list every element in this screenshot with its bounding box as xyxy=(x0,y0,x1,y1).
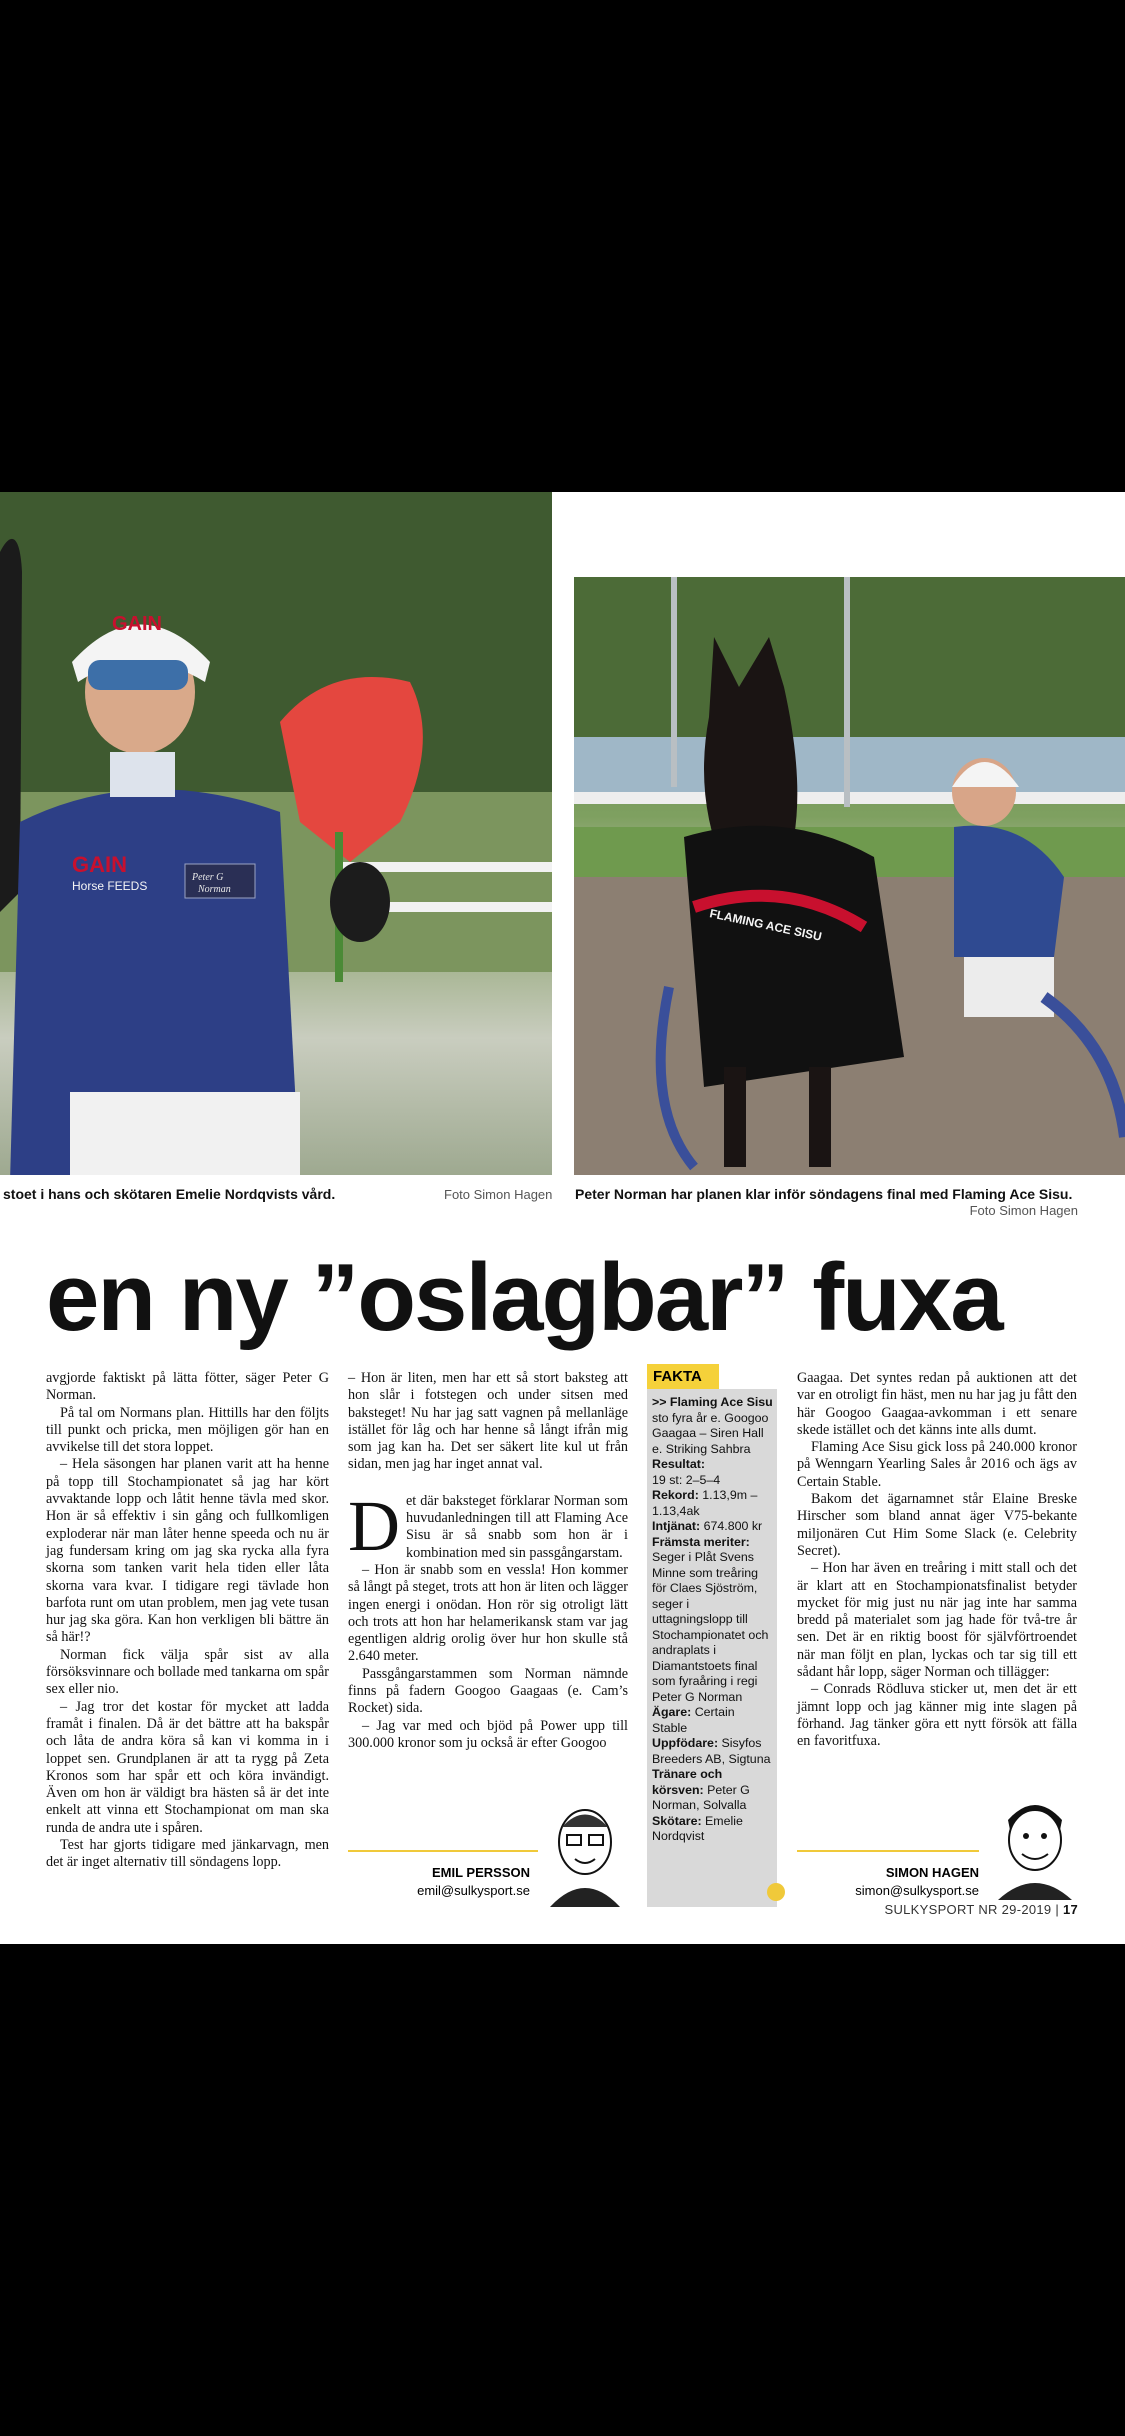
fakta-box xyxy=(647,1389,777,1907)
fakta-resultat: Resultat: 19 st: 2–5–4 xyxy=(652,1457,721,1487)
name-patch-text-2: Norman xyxy=(198,884,231,895)
caption-right: Peter Norman har planen klar inför söndagens final med Flaming Ace Sisu. xyxy=(575,1186,1073,1202)
decor-dot xyxy=(767,1883,785,1901)
drop-cap: D xyxy=(348,1485,400,1566)
paragraph: – Jag var med och bjöd på Power upp till 300.000 kronor som ju också är efter Googoo xyxy=(348,1717,628,1751)
fakta-rekord: Rekord: 1.13,9m – 1.13,4ak xyxy=(652,1488,758,1518)
photo-flaming-ace-sisu xyxy=(574,577,1125,1175)
fakta-skotare: Skötare: Emelie Nordqvist xyxy=(652,1813,743,1843)
paragraph: – Hela säsongen har planen varit att ha henne på topp till Stochampionatet så jag har kört avvaktande lopp och låtit henne tävla med skor. Hon är så effektiv i sin gång och fullkomligen exploderar när man låter henne speeda och nu är jag fundersam kring om jag ska rycka alla fyra skorna som tanken varit hela tiden eller låta skorna vara kvar. I tidigare regi tävlade hon barfota runt om utan problem, men jag vete tusan hur jag ska göra. Kan hon verkligen bli bättre än så här!? xyxy=(46,1456,329,1646)
paragraph: – Conrads Rödluva sticker ut, men det är ett jämnt lopp och jag känner mig inte slagen på förhand. Jag tänker göra ett nytt försök att fälla en favoritfuxa. xyxy=(797,1681,1077,1750)
photo-peter-norman-flowers xyxy=(0,492,552,1175)
paragraph: avgjorde faktiskt på lätta fötter, säger Peter G Norman. xyxy=(46,1370,329,1404)
fakta-label: FAKTA xyxy=(647,1364,719,1389)
paragraph: – Hon är liten, men har ett så stort baksteg att hon slår i fotstegen och under sitsen med baksteget! Nu har jag satt vagnen på mellanläge istället för låg och har henne så långt ifrån mig som jag kan ha. Det ser säkert lite kul ut från sidan, men jag har inget annat val. xyxy=(348,1370,628,1473)
fakta-tranare: Tränare och körsven: Peter G Norman, Solvalla xyxy=(652,1767,750,1812)
fakta-agare: Ägare: Certain Stable xyxy=(652,1705,735,1735)
portrait-sketch-right xyxy=(990,1790,1080,1900)
photo-illustration-left xyxy=(0,492,552,1175)
paragraph: På tal om Normans plan. Hittills har den följts till punkt och pricka, men möjligen gör han en avvikelse till det stora loppet. xyxy=(46,1404,329,1456)
blanket-text: FLAMING ACE SISU xyxy=(708,906,824,944)
jacket-logo-text: GAIN xyxy=(72,852,127,877)
photo-illustration-right xyxy=(574,577,1125,1175)
paragraph: Test har gjorts tidigare med jänkarvagn, men det är inget alternativ till söndagens lopp. xyxy=(46,1837,329,1871)
portrait-sketch-left xyxy=(540,1797,630,1907)
paragraph: – Hon är snabb som en vessla! Hon kommer så långt på steget, trots att hon är liten och lägger ingen energi i onödan. Hon rör sig otroligt lätt och trots att hon har helamerikansk stam var jag egentligen aldrig orolig över hur hon skulle stå 2.640 meter. xyxy=(348,1561,628,1665)
paragraph: Norman fick välja spår sist av alla försöksvinnare och bollade med tankarna om spår sex eller nio. xyxy=(46,1646,329,1698)
magazine-page xyxy=(0,492,1125,1944)
jacket-sub-text: Horse FEEDS xyxy=(72,879,148,893)
byline-rule-right xyxy=(797,1850,979,1852)
issue-text: SULKYSPORT NR 29-2019 | xyxy=(884,1902,1063,1917)
lead-paragraph xyxy=(348,1485,628,1566)
byline-name-left: EMIL PERSSON xyxy=(431,1865,530,1880)
paragraph: Bakom det ägarnamnet står Elaine Breske Hirscher som bland annat äger V75-bekante miljonären Cut Him Some Slack (e. Celebrity Secret). xyxy=(797,1491,1077,1559)
caption-left: stoet i hans och skötaren Emelie Nordqvists vård. xyxy=(3,1186,336,1202)
lead-text: et där baksteget förklarar Norman som huvudanledningen till att Flaming Ace Sisu är så snabb som hon är i kombination med sin passgångarstam. xyxy=(406,1492,628,1561)
byline-rule-left xyxy=(348,1850,538,1852)
fakta-intjanat: Intjänat: 674.800 kr xyxy=(652,1519,763,1533)
photo-credit-left: Foto Simon Hagen xyxy=(444,1187,553,1202)
helmet-logo-text: GAIN xyxy=(112,613,162,635)
page-footer xyxy=(884,1902,1078,1917)
paragraph: – Jag tror det kostar för mycket att ladda framåt i finalen. Då är det bättre att ha bakspår och låta de andra köra så kan vi komma in i loppet sen. Grundplanen är att ta rygg på Zeta Kronos som har spår ett och köra invändigt. Även om hon är väldigt bra hästen så är det inte enkelt att vinna ett Stochampionat om man ska runda de andra ute i spåren. xyxy=(46,1698,329,1836)
fakta-horse: >> Flaming Ace Sisu sto fyra år e. Googoo Gaagaa – Siren Hall e. Striking Sahbra xyxy=(652,1395,773,1456)
name-patch-text: Peter G xyxy=(192,872,224,883)
photo-credit-right: Foto Simon Hagen xyxy=(969,1203,1078,1218)
page-number: 17 xyxy=(1062,1902,1078,1917)
byline-email-right: simon@sulkysport.se xyxy=(855,1883,979,1898)
paragraph: Passgångarstammen som Norman nämnde finns på fadern Googoo Gaagaas (e. Cam’s Rocket) sida. xyxy=(348,1665,628,1717)
article-column-4 xyxy=(797,1370,1077,1751)
paragraph: Flaming Ace Sisu gick loss på 240.000 kronor på Wenngarn Yearling Sales år 2016 och ägs av Certain Stable. xyxy=(797,1439,1077,1490)
article-column-1 xyxy=(46,1370,329,1872)
byline-name-right: SIMON HAGEN xyxy=(885,1865,979,1880)
headline: en ny ”oslagbar” fuxa xyxy=(46,1244,1002,1351)
fakta-uppfodare: Uppfödare: Sisyfos Breeders AB, Sigtuna xyxy=(652,1736,771,1766)
byline-email-left: emil@sulkysport.se xyxy=(417,1883,530,1898)
paragraph: – Hon har även en treåring i mitt stall och det är klart att en Stochampionatsfinalist betyder mycket för mig just nu när jag inte har samma bredd på materialet som jag hade för två-tre år sen. Det är en riktig boost för självförtroendet när man följt en plan, lyckas och tar sig till ett sådant hår lopp, säger Norman och tillägger: xyxy=(797,1560,1077,1681)
paragraph: Gaagaa. Det syntes redan på auktionen att det var en otroligt fin häst, men nu har jag ju fått den här Googoo Gaagaa-avkomman i ett senare skede istället och det känns inte alls dumt. xyxy=(797,1370,1077,1438)
fakta-meriter: Främsta meriter: Seger i Plåt Svens Minne som treåring för Claes Sjöström, seger i uttagningslopp till Stochampionatet och andraplats i Diamantstoets final som fyraåring i regi Peter G Norman xyxy=(652,1534,769,1704)
article-column-2 xyxy=(348,1370,628,1752)
